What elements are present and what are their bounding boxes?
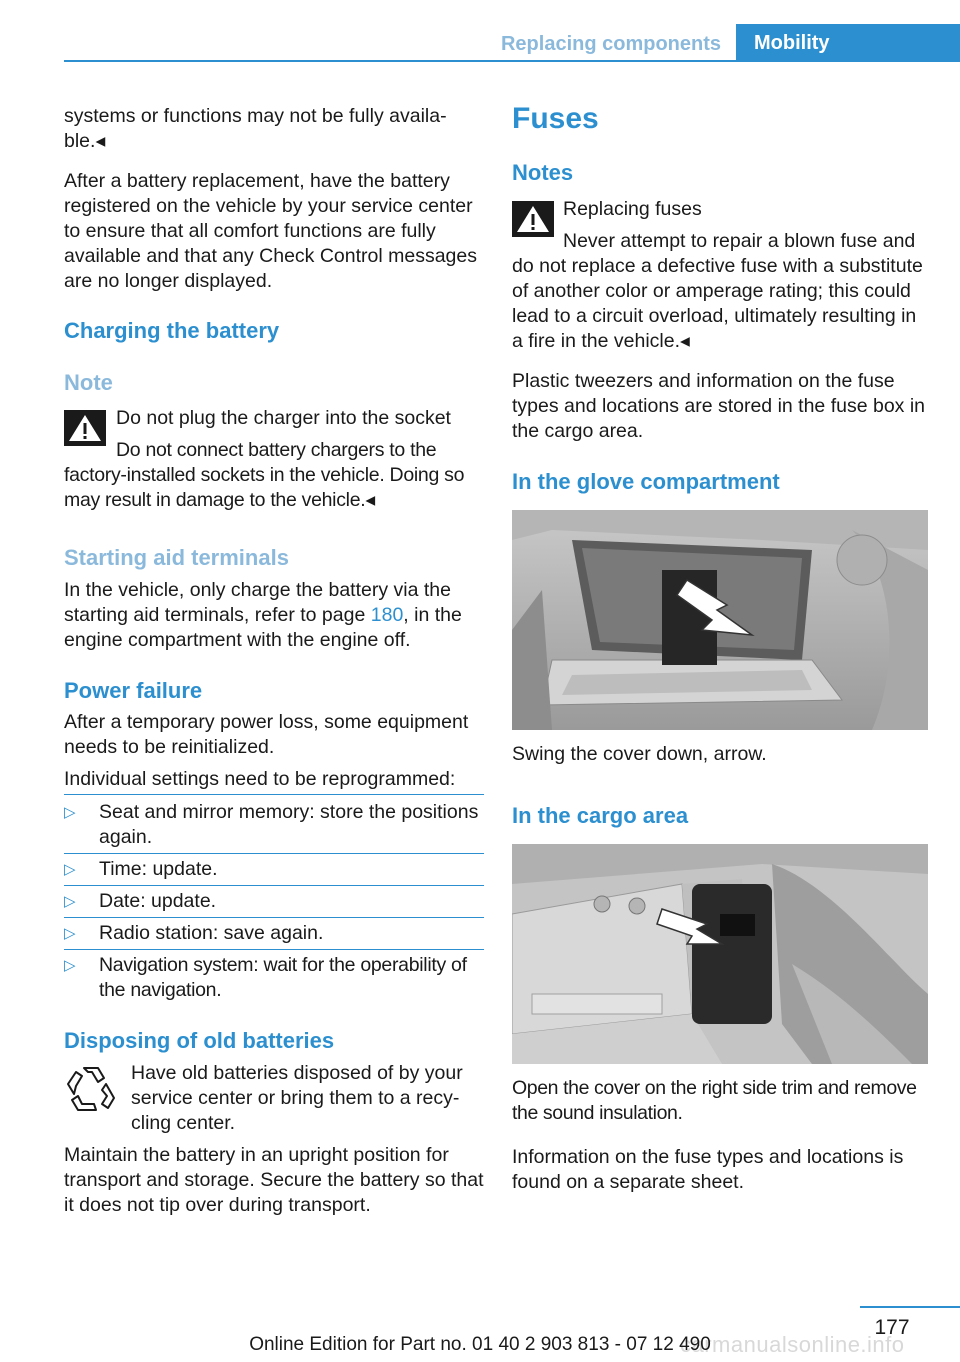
list-divider bbox=[64, 917, 484, 918]
heading-disposing-batteries: Disposing of old batteries bbox=[64, 1028, 335, 1053]
starting-text-a: In the vehicle, only charge the battery via the starting aid terminals, refer to page bbox=[64, 579, 451, 626]
watermark: carmanualsonline.info bbox=[680, 1332, 905, 1357]
heading-notes: Notes bbox=[512, 160, 574, 185]
list-item-text: Date: update. bbox=[99, 890, 217, 912]
header-section-title: Replacing components bbox=[500, 33, 722, 55]
heading-power-failure: Power failure bbox=[64, 678, 203, 703]
fuse-warning-title: Replacing fuses bbox=[563, 198, 702, 220]
page-number: 177 bbox=[874, 1316, 910, 1339]
maintain-battery-text: Maintain the battery in an upright position for transport and storage. Secure the battery so that it does not tip over during transport. bbox=[64, 1144, 484, 1216]
heading-note: Note bbox=[64, 370, 113, 395]
reprogram-intro: Individual settings need to be reprogrammed: bbox=[64, 768, 456, 790]
heading-cargo-area: In the cargo area bbox=[512, 803, 689, 828]
page-link-180[interactable]: 180 bbox=[370, 604, 404, 626]
note-warning-text: Do not connect battery chargers to the factory-installed sockets in the vehicle. Doing so may result in damage to the vehicle.◂ bbox=[64, 439, 465, 511]
list-item-text: Seat and mirror memory: store the positions again. bbox=[99, 801, 479, 848]
edition-footer: Online Edition for Part no. 01 40 2 903 813 - 07 12 490 bbox=[249, 1334, 711, 1355]
bullet-arrow-icon: ▷ bbox=[64, 861, 76, 878]
disposing-text: Have old batteries disposed of by your service center or bring them to a recy-cling center. bbox=[131, 1062, 463, 1134]
list-divider bbox=[64, 949, 484, 950]
header-tab-mobility[interactable]: Mobility bbox=[736, 24, 960, 62]
intro-paragraph-1: systems or functions may not be fully availa-ble.◂ bbox=[64, 105, 447, 152]
bullet-arrow-icon: ▷ bbox=[64, 925, 76, 942]
intro-paragraph-2: After a battery replacement, have the battery registered on the vehicle by your service center to ensure that all comfort functions are fully available and that any Check Control messages are no longer displayed. bbox=[64, 170, 477, 292]
fuse-info-text: Information on the fuse types and locations is found on a separate sheet. bbox=[512, 1146, 904, 1193]
tweezers-text: Plastic tweezers and information on the fuse types and locations are stored in the fuse box in the cargo area. bbox=[512, 370, 926, 442]
starting-aid-paragraph bbox=[64, 578, 484, 653]
list-divider bbox=[64, 885, 484, 886]
glove-compartment-image bbox=[512, 510, 928, 730]
list-item-text: Navigation system: wait for the operability of the navigation. bbox=[99, 954, 467, 1001]
list-item bbox=[64, 921, 484, 946]
bullet-arrow-icon: ▷ bbox=[64, 804, 76, 821]
cargo-caption: Open the cover on the right side trim and remove the sound insulation. bbox=[512, 1077, 917, 1124]
list-divider bbox=[64, 794, 484, 795]
list-item-text: Radio station: save again. bbox=[99, 922, 324, 944]
list-item bbox=[64, 857, 484, 882]
cargo-area-image bbox=[512, 844, 928, 1064]
list-item-text: Time: update. bbox=[99, 858, 218, 880]
bullet-arrow-icon: ▷ bbox=[64, 957, 76, 974]
recycling-icon bbox=[64, 1062, 118, 1114]
starting-text-b: , in the engine compartment with the engine off. bbox=[64, 604, 462, 651]
list-item bbox=[64, 800, 484, 850]
power-failure-paragraph: After a temporary power loss, some equipment needs to be reinitialized. bbox=[64, 711, 469, 758]
heading-fuses: Fuses bbox=[512, 102, 599, 135]
list-item bbox=[64, 953, 484, 1003]
header-rule bbox=[64, 60, 960, 62]
heading-glove-compartment: In the glove compartment bbox=[512, 469, 780, 494]
list-divider bbox=[64, 853, 484, 854]
list-item bbox=[64, 889, 484, 914]
glove-caption: Swing the cover down, arrow. bbox=[512, 743, 767, 765]
page-number-rule bbox=[860, 1306, 960, 1308]
heading-starting-aid-terminals: Starting aid terminals bbox=[64, 545, 289, 570]
heading-charging-battery: Charging the battery bbox=[64, 318, 280, 343]
fuse-warning-text: Never attempt to repair a blown fuse and do not replace a defective fuse with a substitute of another color or amperage rating; this could lead to a circuit overload, ultimately resulting in a fire in the vehicle.◂ bbox=[512, 230, 923, 352]
bullet-arrow-icon: ▷ bbox=[64, 893, 76, 910]
note-warning-title: Do not plug the charger into the socket bbox=[116, 407, 451, 429]
